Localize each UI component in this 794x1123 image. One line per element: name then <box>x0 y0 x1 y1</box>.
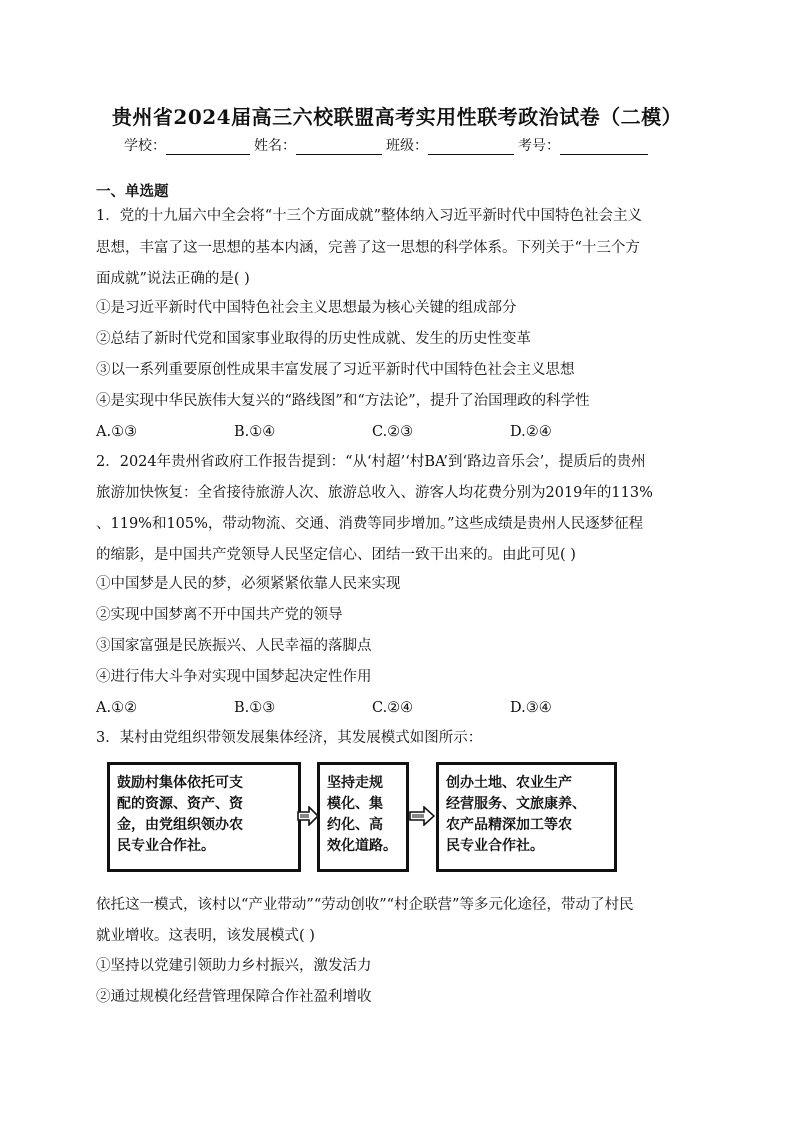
q2-item: ①中国梦是人民的梦，必须紧紧依靠人民来实现 <box>96 576 401 592</box>
section-heading: 一、单选题 <box>96 183 169 200</box>
q2-stem-line: 、119%和105%，带动物流、交通、消费等同步增加。”这些成绩是贵州人民逐梦征程 <box>96 516 644 532</box>
diagram-box-text: 模化、集 <box>327 796 383 812</box>
q2-item: ④进行伟大斗争对实现中国梦起决定性作用 <box>96 669 372 685</box>
diagram-box-text: 经营服务、文旅康养、 <box>446 796 586 812</box>
q1-option-a[interactable]: A.①③ <box>96 424 138 440</box>
q1-stem-line: 思想，丰富了这一思想的基本内涵，完善了这一思想的科学体系。下列关于“十三个方 <box>96 240 640 256</box>
q1-item: ②总结了新时代党和国家事业取得的历史性成就、发生的历史性变革 <box>96 331 531 347</box>
development-model-diagram <box>107 762 619 878</box>
q3-item: ①坚持以党建引领助力乡村振兴，激发活力 <box>96 958 372 974</box>
class-blank[interactable] <box>428 140 514 155</box>
diagram-box-text: 配的资源、资产、资 <box>117 796 243 812</box>
q1-stem-line: 面成就”说法正确的是( ) <box>96 271 250 287</box>
q1-item: ③以一系列重要原创性成果丰富发展了习近平新时代中国特色社会主义思想 <box>96 362 575 378</box>
diagram-box-text: 坚持走规 <box>327 775 383 791</box>
q2-item: ③国家富强是民族振兴、人民幸福的落脚点 <box>96 638 372 654</box>
school-blank[interactable] <box>166 140 250 155</box>
class-label: 班级： <box>386 138 428 154</box>
q2-stem-line: 2．2024年贵州省政府工作报告提到：“从‘村超’‘村BA’到‘路边音乐会’，提质后的贵州 <box>96 454 646 470</box>
q2-option-d[interactable]: D.③④ <box>510 700 552 716</box>
diagram-box-text: 金，由党组织领办农 <box>117 817 243 833</box>
number-label: 考号： <box>518 138 560 154</box>
q2-stem-line: 的缩影，是中国共产党领导人民坚定信心、团结一致干出来的。由此可见( ) <box>96 547 576 563</box>
q3-item: ②通过规模化经营管理保障合作社盈利增收 <box>96 989 372 1005</box>
school-label: 学校： <box>124 138 166 154</box>
diagram-box-step2 <box>317 762 409 872</box>
q3-stem-line: 3．某村由党组织带领发展集体经济，其发展模式如图所示： <box>96 730 483 746</box>
q2-option-c[interactable]: C.②④ <box>372 700 414 716</box>
number-blank[interactable] <box>560 140 648 155</box>
exam-title: 贵州省2024届高三六校联盟高考实用性联考政治试卷（二模） <box>111 105 683 129</box>
diagram-box-text: 民专业合作社。 <box>446 838 544 854</box>
right-arrow-icon <box>297 806 319 826</box>
diagram-box-step3 <box>436 762 617 872</box>
q1-item: ①是习近平新时代中国特色社会主义思想最为核心关键的组成部分 <box>96 300 517 316</box>
q2-option-a[interactable]: A.①② <box>96 700 138 716</box>
name-blank[interactable] <box>296 140 382 155</box>
q2-option-b[interactable]: B.①③ <box>234 700 276 716</box>
diagram-box-text: 农产品精深加工等农 <box>446 817 572 833</box>
name-label: 姓名： <box>254 138 296 154</box>
q1-option-b[interactable]: B.①④ <box>234 424 276 440</box>
q2-item: ②实现中国梦离不开中国共产党的领导 <box>96 607 343 623</box>
diagram-box-step1 <box>107 762 301 872</box>
q1-option-c[interactable]: C.②③ <box>372 424 414 440</box>
q1-item: ④是实现中华民族伟大复兴的“路线图”和“方法论”，提升了治国理政的科学性 <box>96 393 590 409</box>
student-info-line <box>124 135 684 155</box>
diagram-box-text: 创办土地、农业生产 <box>446 775 572 791</box>
q1-option-d[interactable]: D.②④ <box>510 424 552 440</box>
q3-stem-line: 就业增收。这表明，该发展模式( ) <box>96 928 315 944</box>
diagram-box-text: 约化、高 <box>327 817 383 833</box>
diagram-box-text: 鼓励村集体依托可支 <box>117 775 243 791</box>
q2-stem-line: 旅游加快恢复：全省接待旅游人次、旅游总收入、游客人均花费分别为2019年的113% <box>96 485 653 501</box>
q1-stem-line: 1．党的十九届六中全会将“十三个方面成就”整体纳入习近平新时代中国特色社会主义 <box>96 208 643 224</box>
diagram-box-text: 效化道路。 <box>327 838 397 854</box>
right-arrow-icon <box>409 806 435 826</box>
diagram-box-text: 民专业合作社。 <box>117 838 215 854</box>
q3-stem-line: 依托这一模式，该村以“产业带动”“劳动创收”“村企联营”等多元化途径，带动了村民 <box>96 897 634 913</box>
